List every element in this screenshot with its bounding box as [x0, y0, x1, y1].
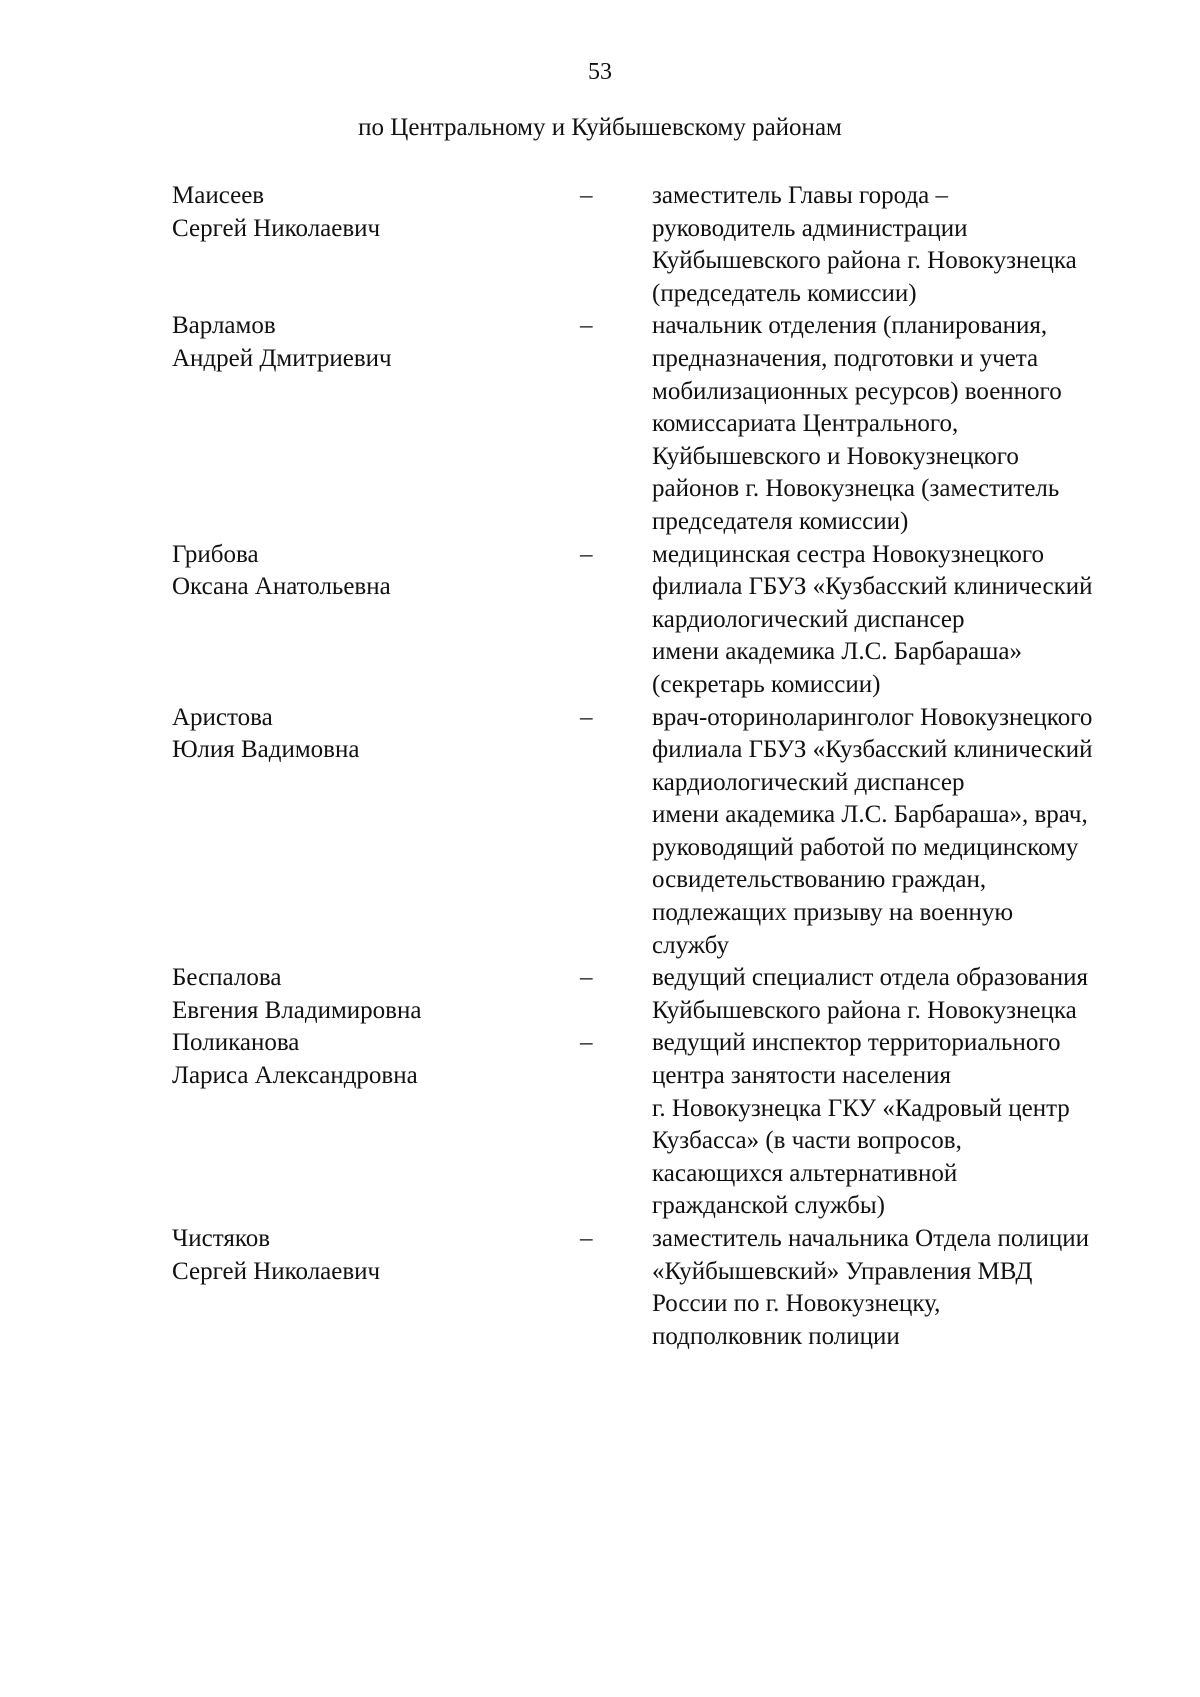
member-name: [172, 1027, 572, 1223]
member-surname: Беспалова: [172, 964, 282, 992]
page-number: 53: [588, 59, 612, 85]
member-entry: [172, 539, 1132, 702]
member-given-names: Андрей Дмитриевич: [172, 344, 392, 372]
member-given-names: Сергей Николаевич: [172, 1257, 381, 1285]
member-entry: [172, 1027, 1132, 1223]
member-name: [172, 310, 572, 538]
member-surname: Аристова: [172, 703, 273, 731]
member-given-names: Юлия Вадимовна: [172, 736, 360, 764]
member-position: [652, 310, 1152, 538]
position-line: имени академика Л.С. Барбараша»: [652, 638, 1022, 666]
position-line: заместитель начальника Отдела полиции: [652, 1225, 1089, 1252]
member-entry: [172, 180, 1132, 310]
member-given-names: Сергей Николаевич: [172, 214, 381, 242]
member-position: [652, 962, 1152, 1027]
position-line: (секретарь комиссии): [652, 670, 881, 698]
member-entry: [172, 962, 1132, 1027]
member-surname: Грибова: [172, 540, 259, 568]
position-line: подполковник полиции: [652, 1322, 900, 1350]
member-surname: Чистяков: [172, 1225, 270, 1252]
separator-dash: –: [580, 540, 593, 568]
position-line: Куйбышевского района г. Новокузнецка: [652, 996, 1077, 1024]
position-line: службу: [652, 931, 729, 959]
position-line: филиала ГБУЗ «Кузбасский клинический: [652, 736, 1093, 764]
position-line: г. Новокузнецка ГКУ «Кадровый центр: [652, 1094, 1070, 1122]
member-surname: Маисеев: [172, 182, 265, 209]
position-line: районов г. Новокузнецка (заместитель: [652, 475, 1060, 503]
section-heading: по Центральному и Куйбышевскому районам: [358, 114, 842, 141]
member-given-names: Оксана Анатольевна: [172, 573, 391, 601]
position-line: освидетельствованию граждан,: [652, 866, 987, 894]
member-entry: [172, 702, 1132, 963]
position-line: центра занятости населения: [652, 1062, 951, 1090]
position-line: Кузбасса» (в части вопросов,: [652, 1127, 962, 1155]
member-position: [652, 539, 1152, 702]
member-name: [172, 962, 572, 1027]
member-position: [652, 180, 1152, 310]
member-surname: Поликанова: [172, 1029, 300, 1057]
position-line: Куйбышевского и Новокузнецкого: [652, 442, 1019, 470]
position-line: мобилизационных ресурсов) военного: [652, 377, 1062, 405]
separator-dash: –: [580, 1225, 593, 1252]
position-line: председателя комиссии): [652, 507, 909, 535]
member-surname: Варламов: [172, 312, 276, 340]
member-name: [172, 180, 572, 310]
position-line: Куйбышевского района г. Новокузнецка: [652, 247, 1077, 275]
position-line: (председатель комиссии): [652, 279, 917, 307]
position-line: ведущий специалист отдела образования: [652, 964, 1088, 992]
position-line: начальник отделения (планирования,: [652, 312, 1048, 340]
position-line: имени академика Л.С. Барбараша», врач,: [652, 801, 1088, 829]
separator-dash: –: [580, 182, 593, 209]
position-line: предназначения, подготовки и учета: [652, 344, 1039, 372]
position-line: ведущий инспектор территориального: [652, 1029, 1061, 1057]
position-line: медицинская сестра Новокузнецкого: [652, 540, 1045, 568]
position-line: руководитель администрации: [652, 214, 968, 242]
member-entry: [172, 1223, 1132, 1353]
separator-dash: –: [580, 703, 593, 731]
member-name: [172, 539, 572, 702]
member-name: [172, 702, 572, 963]
position-line: кардиологический диспансер: [652, 768, 965, 796]
position-line: России по г. Новокузнецку,: [652, 1290, 941, 1318]
member-name: [172, 1223, 572, 1353]
member-position: [652, 1027, 1152, 1223]
position-line: касающихся альтернативной: [652, 1159, 958, 1187]
position-line: врач-оториноларинголог Новокузнецкого: [652, 703, 1093, 731]
separator-dash: –: [580, 964, 593, 992]
member-position: [652, 702, 1152, 963]
separator-dash: –: [580, 1029, 593, 1057]
member-position: [652, 1223, 1152, 1353]
position-line: гражданской службы): [652, 1192, 885, 1220]
commission-members-list: [172, 180, 1132, 1353]
separator-dash: –: [580, 312, 593, 340]
position-line: руководящий работой по медицинскому: [652, 833, 1079, 861]
position-line: кардиологический диспансер: [652, 605, 965, 633]
member-given-names: Евгения Владимировна: [172, 996, 422, 1024]
position-line: комиссариата Центрального,: [652, 410, 959, 438]
position-line: заместитель Главы города –: [652, 182, 949, 209]
position-line: подлежащих призыву на военную: [652, 899, 1014, 927]
member-entry: [172, 310, 1132, 538]
position-line: филиала ГБУЗ «Кузбасский клинический: [652, 573, 1093, 601]
member-given-names: Лариса Александровна: [172, 1062, 418, 1090]
position-line: «Куйбышевский» Управления МВД: [652, 1257, 1033, 1285]
